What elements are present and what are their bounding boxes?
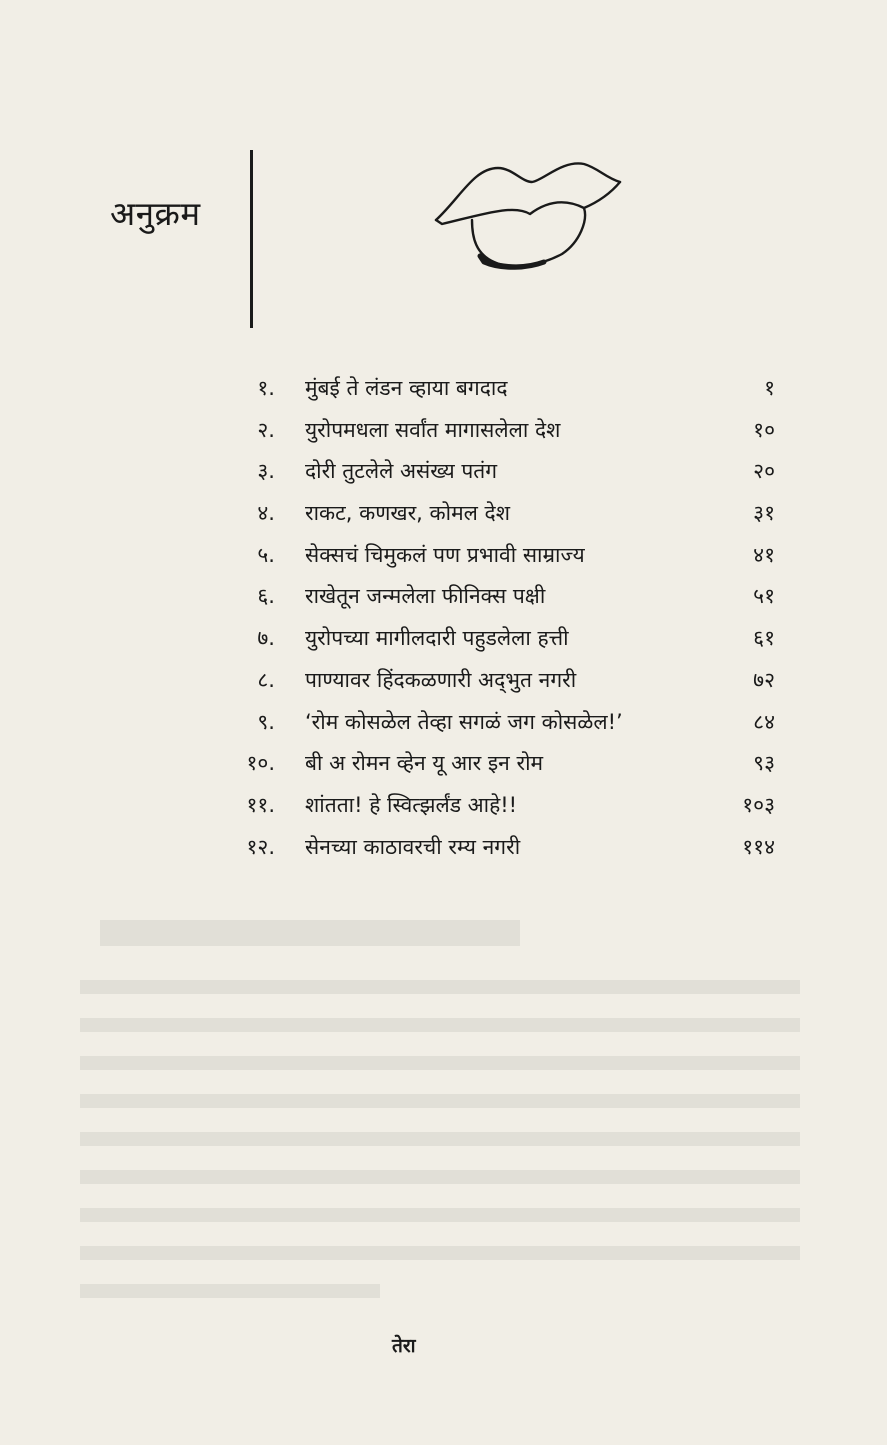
chapter-number: ५. [257,542,275,567]
chapter-title: ‘रोम कोसळेल तेव्हा सगळं जग कोसळेल!’ [305,709,623,734]
chapter-page-number: ७२ [753,667,775,692]
chapter-number: १२. [246,834,275,859]
chapter-page-number: २० [753,459,775,484]
chapter-page-number: ५१ [753,584,775,609]
chapter-number: ८. [257,667,275,692]
chapter-page-number: १० [753,417,775,442]
toc-entry [215,660,785,702]
bleed-through-text [80,900,820,1320]
chapter-page-number: ४१ [753,542,775,567]
chapter-page-number: ११४ [742,834,775,859]
toc-entry [215,368,785,410]
lips-illustration [432,158,624,276]
chapter-page-number: ६१ [753,626,775,651]
toc-entry [215,618,785,660]
chapter-number: ३. [257,459,275,484]
toc-entry [215,743,785,785]
chapter-number: २. [257,417,275,442]
toc-entry [215,576,785,618]
chapter-title: युरोपमधला सर्वांत मागासलेला देश [305,417,561,442]
table-of-contents [215,368,785,868]
chapter-title: सेक्सचं चिमुकलं पण प्रभावी साम्राज्य [305,542,585,567]
chapter-number: १. [257,376,275,400]
contents-heading: अनुक्रम [110,194,201,233]
toc-entry [215,493,785,535]
chapter-number: ११. [246,792,275,817]
heading-divider [250,150,253,328]
chapter-number: ७. [257,626,275,651]
chapter-number: १०. [246,751,275,776]
chapter-title: शांतता! हे स्वित्झर्लंड आहे!! [305,792,518,817]
toc-entry [215,785,785,827]
chapter-title: राकट, कणखर, कोमल देश [305,501,510,526]
chapter-page-number: ३१ [753,501,775,526]
chapter-title: युरोपच्या मागीलदारी पहुडलेला हत्ती [305,626,569,651]
chapter-page-number: १ [764,376,775,400]
toc-entry [215,410,785,452]
toc-entry [215,702,785,744]
chapter-page-number: ९३ [753,751,775,776]
chapter-number: ६. [257,584,275,609]
chapter-title: दोरी तुटलेले असंख्य पतंग [305,459,498,484]
chapter-number: ९. [257,709,275,734]
toc-entry [215,535,785,577]
chapter-title: मुंबई ते लंडन व्हाया बगदाद [305,376,508,400]
toc-entry [215,451,785,493]
toc-entry [215,827,785,869]
chapter-page-number: १०३ [742,792,775,817]
chapter-title: बी अ रोमन व्हेन यू आर इन रोम [305,751,544,776]
chapter-title: सेनच्या काठावरची रम्य नगरी [305,834,521,859]
chapter-title: राखेतून जन्मलेला फीनिक्स पक्षी [305,584,546,609]
page-number: तेरा [392,1335,416,1357]
chapter-number: ४. [257,501,275,526]
chapter-title: पाण्यावर हिंदकळणारी अद्‌भुत नगरी [305,667,577,692]
chapter-page-number: ८४ [753,709,775,734]
